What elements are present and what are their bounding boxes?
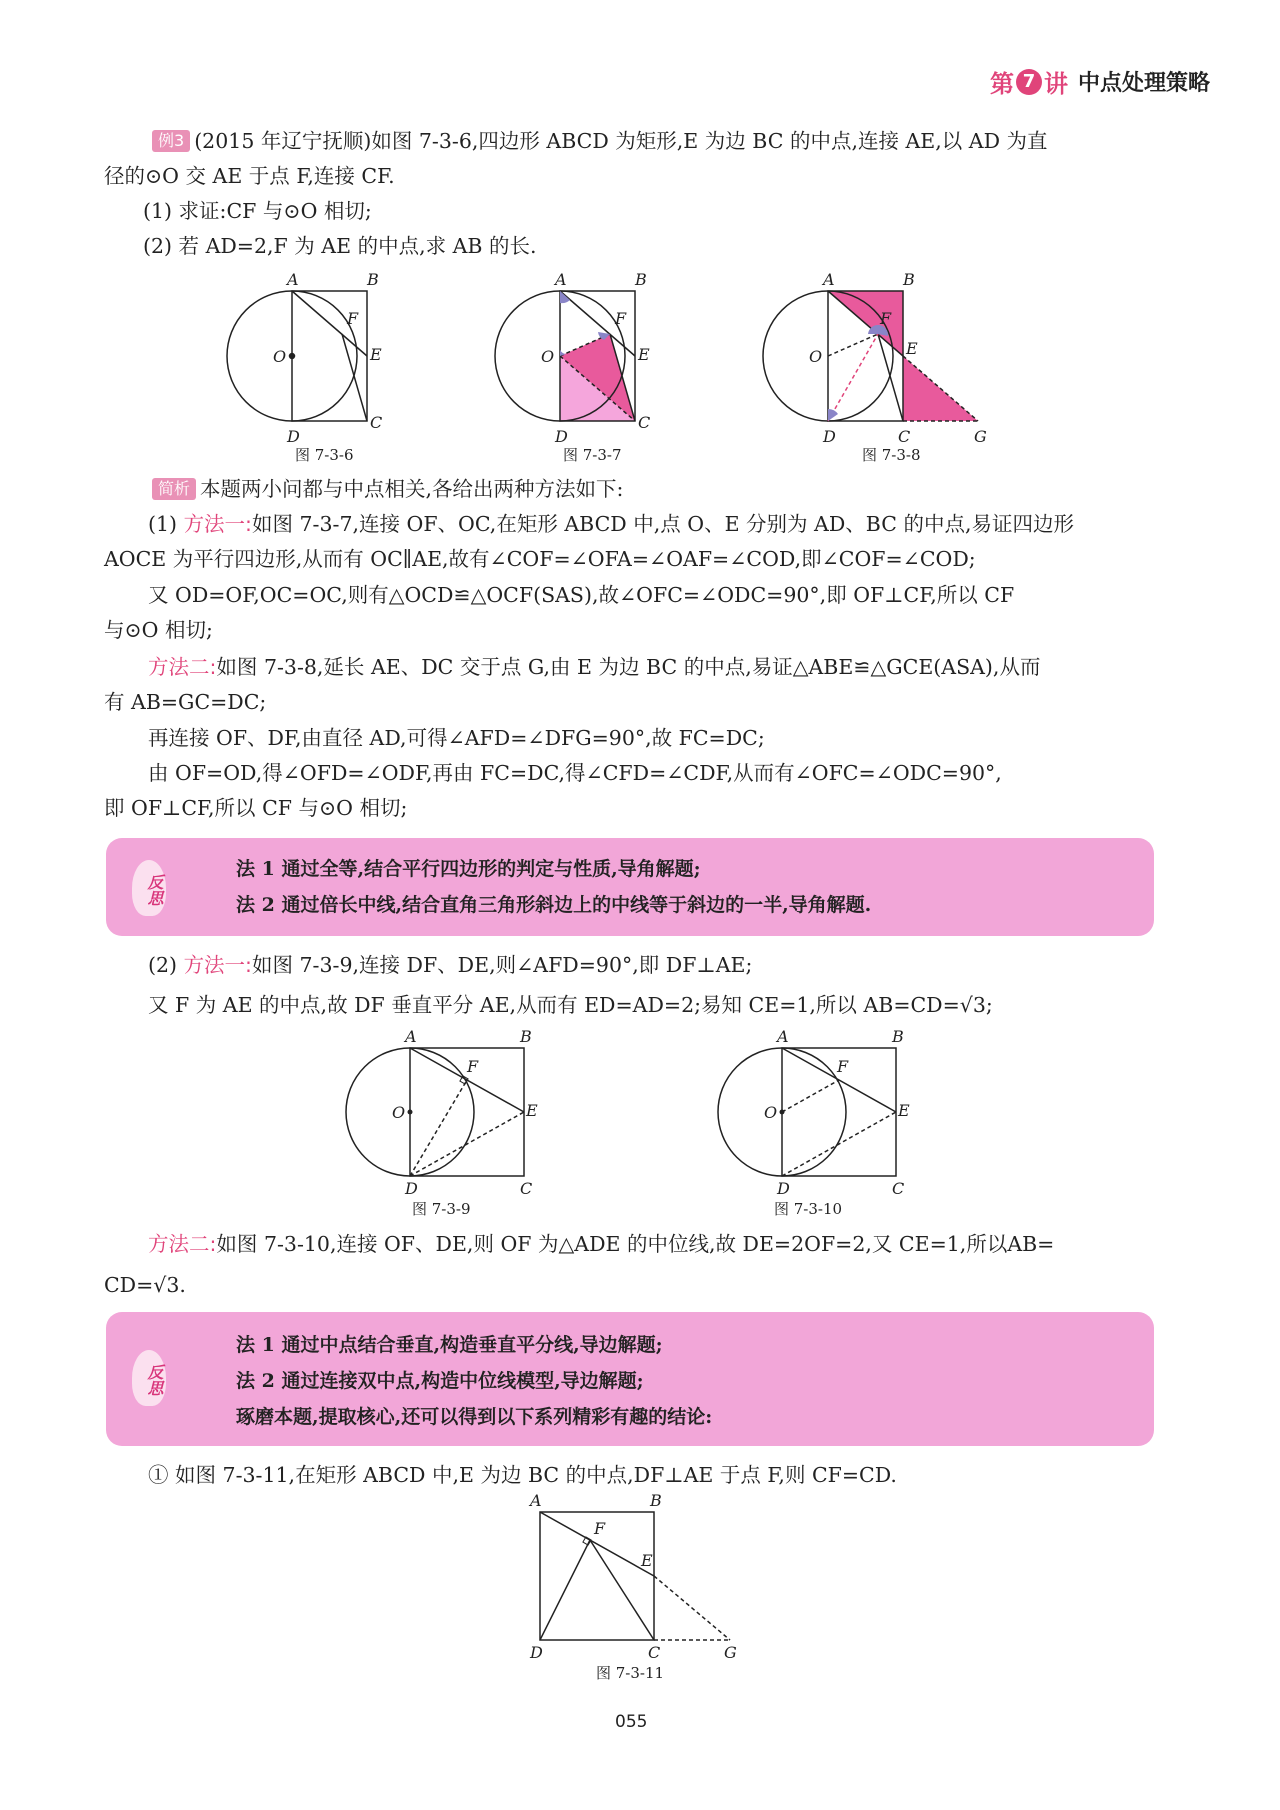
- fig4-label-E: E: [526, 1101, 538, 1120]
- fig3-label-G: G: [974, 427, 987, 446]
- conclusion-1: ① 如图 7-3-11,在矩形 ABCD 中,E 为边 BC 的中点,DF⊥AE 于点 F,则 CF=CD.: [148, 1463, 897, 1487]
- reflect1-line-2: 法 2 通过倍长中线,结合直角三角形斜边上的中线等于斜边的一半,导角解题.: [236, 894, 872, 916]
- fig2-label-D: D: [555, 427, 568, 446]
- fig6-caption: 图 7-3-11: [596, 1664, 665, 1682]
- problem-line-1: [152, 126, 1048, 156]
- fig4-label-C: C: [520, 1179, 533, 1198]
- fig3-label-F: F: [880, 309, 892, 328]
- part2-prefix: (2): [148, 953, 184, 977]
- figure-7-3-11: [520, 1494, 760, 1684]
- page-number: 055: [615, 1712, 648, 1732]
- part2-method-2-label: 方法二:: [148, 1232, 217, 1256]
- reflect2-line-3: 琢磨本题,提取核心,还可以得到以下系列精彩有趣的结论:: [236, 1406, 713, 1428]
- fig2-label-E: E: [638, 345, 650, 364]
- fig1-label-F: F: [347, 309, 359, 328]
- fig3-label-D: D: [823, 427, 836, 446]
- part2-text-a: 如图 7-3-9,连接 DF、DE,则∠AFD=90°,即 DF⊥AE;: [251, 953, 753, 977]
- fig3-caption: 图 7-3-8: [862, 446, 921, 464]
- part2-line-b: 又 F 为 AE 的中点,故 DF 垂直平分 AE,从而有 ED=AD=2;易知 CE=1,所以 AB=CD=√3;: [148, 993, 993, 1017]
- chapter-suffix: 讲: [1043, 69, 1068, 98]
- reflect-box-2: [106, 1312, 1154, 1446]
- example-tag: 例3: [152, 130, 190, 152]
- reflect2-line-1: 法 1 通过中点结合垂直,构造垂直平分线,导边解题;: [236, 1334, 663, 1356]
- analysis-intro: [152, 474, 623, 504]
- fig3-label-E: E: [906, 339, 918, 358]
- reflect-badge-1: 反思: [132, 860, 166, 916]
- part2-method-1-label: 方法一:: [183, 953, 252, 977]
- fig5-label-A: A: [777, 1030, 789, 1046]
- fig4-label-O: O: [392, 1103, 406, 1122]
- fig5-label-B: B: [892, 1030, 904, 1046]
- part2-line-c: [148, 1229, 1054, 1259]
- fig6-label-G: G: [724, 1643, 737, 1662]
- fig1-label-A: A: [287, 270, 299, 289]
- fig4-caption: 图 7-3-9: [412, 1200, 471, 1218]
- figures-top: [210, 268, 1070, 468]
- fig6-label-B: B: [650, 1494, 662, 1510]
- problem-text-1: (2015 年辽宁抚顺)如图 7-3-6,四边形 ABCD 为矩形,E 为边 BC 的中点,连接 AE,以 AD 为直: [194, 129, 1048, 153]
- p2-line-a: [148, 652, 1040, 682]
- figure-7-3-8: [763, 270, 987, 464]
- p2-line-e: 即 OF⊥CF,所以 CF 与⊙O 相切;: [104, 796, 408, 820]
- fig2-label-B: B: [635, 270, 647, 289]
- fig4-label-B: B: [520, 1030, 532, 1046]
- p2-line-d: 由 OF=OD,得∠OFD=∠ODF,再由 FC=DC,得∠CFD=∠CDF,从而有∠OFC=∠ODC=90°,: [148, 761, 1002, 785]
- question-1: (1) 求证:CF 与⊙O 相切;: [143, 199, 372, 223]
- fig2-caption: 图 7-3-7: [563, 446, 622, 464]
- p1-line-d: 与⊙O 相切;: [104, 618, 213, 642]
- fig5-label-E: E: [898, 1101, 910, 1120]
- figure-7-3-9: [346, 1030, 538, 1218]
- chapter-header: [990, 64, 1210, 99]
- fig3-label-B: B: [903, 270, 915, 289]
- p1-line-a: [148, 509, 1074, 539]
- method-1-label: 方法一:: [183, 512, 252, 536]
- fig1-caption: 图 7-3-6: [295, 446, 354, 464]
- p2-line-c: 再连接 OF、DF,由直径 AD,可得∠AFD=∠DFG=90°,故 FC=DC;: [148, 726, 765, 750]
- figure-7-3-10: [718, 1030, 910, 1218]
- fig3-label-O: O: [809, 347, 823, 366]
- part2-line-a: [148, 950, 752, 980]
- fig3-label-C: C: [898, 427, 911, 446]
- reflect1-line-1: 法 1 通过全等,结合平行四边形的判定与性质,导角解题;: [236, 858, 701, 880]
- fig5-caption: 图 7-3-10: [774, 1200, 843, 1218]
- figure-7-3-6: [227, 291, 367, 421]
- problem-line-2: 径的⊙O 交 AE 于点 F,连接 CF.: [104, 164, 395, 188]
- chapter-number: 7: [1016, 69, 1042, 95]
- fig3-label-A: A: [823, 270, 835, 289]
- reflect-box-1: [106, 838, 1154, 936]
- fig6-label-D: D: [530, 1643, 543, 1662]
- fig1-label-C: C: [370, 413, 383, 432]
- fig2-label-C: C: [638, 413, 651, 432]
- chapter-mark: [990, 64, 1068, 99]
- p1-line-b: AOCE 为平行四边形,从而有 OC∥AE,故有∠COF=∠OFA=∠OAF=∠COD,即∠COF=∠COD;: [104, 547, 976, 571]
- fig6-label-A: A: [530, 1494, 542, 1510]
- fig4-label-D: D: [405, 1179, 418, 1198]
- figures-mid: [330, 1030, 950, 1230]
- fig1-label-D: D: [287, 427, 300, 446]
- fig4-label-A: A: [405, 1030, 417, 1046]
- fig2-label-O: O: [541, 347, 555, 366]
- fig5-label-C: C: [892, 1179, 905, 1198]
- part2-text-c: 如图 7-3-10,连接 OF、DE,则 OF 为△ADE 的中位线,故 DE=2OF=2,又 CE=1,所以AB=: [216, 1232, 1055, 1256]
- fig4-label-F: F: [467, 1057, 479, 1076]
- fig5-label-F: F: [837, 1057, 849, 1076]
- p2-text-a: 如图 7-3-8,延长 AE、DC 交于点 G,由 E 为边 BC 的中点,易证△ABE≌△GCE(ASA),从而: [216, 655, 1041, 679]
- p1-prefix: (1): [148, 512, 184, 536]
- analysis-tag: 简析: [152, 478, 196, 500]
- chapter-prefix: 第: [989, 69, 1014, 98]
- figure-7-3-7: [495, 270, 650, 464]
- fig1-label-E: E: [370, 345, 382, 364]
- part2-line-d: CD=√3.: [104, 1273, 186, 1297]
- reflect-badge-2: 反思: [132, 1350, 166, 1406]
- fig2-label-F: F: [615, 309, 627, 328]
- question-2: (2) 若 AD=2,F 为 AE 的中点,求 AB 的长.: [143, 234, 537, 258]
- fig2-label-A: A: [555, 270, 567, 289]
- fig6-label-F: F: [594, 1519, 606, 1538]
- fig5-label-O: O: [764, 1103, 778, 1122]
- analysis-intro-text: 本题两小问都与中点相关,各给出两种方法如下:: [200, 477, 624, 501]
- fig6-label-C: C: [648, 1643, 661, 1662]
- p1-text-a: 如图 7-3-7,连接 OF、OC,在矩形 ABCD 中,点 O、E 分别为 AD、BC 的中点,易证四边形: [251, 512, 1074, 536]
- fig1-label-B: B: [367, 270, 379, 289]
- fig5-label-D: D: [777, 1179, 790, 1198]
- chapter-title: 中点处理策略: [1077, 71, 1210, 96]
- p2-line-b: 有 AB=GC=DC;: [104, 690, 267, 714]
- fig6-label-E: E: [641, 1551, 653, 1570]
- reflect2-line-2: 法 2 通过连接双中点,构造中位线模型,导边解题;: [236, 1370, 644, 1392]
- p1-line-c: 又 OD=OF,OC=OC,则有△OCD≌△OCF(SAS),故∠OFC=∠ODC=90°,即 OF⊥CF,所以 CF: [148, 583, 1015, 607]
- method-2-label: 方法二:: [148, 655, 217, 679]
- fig1-label-O: O: [273, 347, 287, 366]
